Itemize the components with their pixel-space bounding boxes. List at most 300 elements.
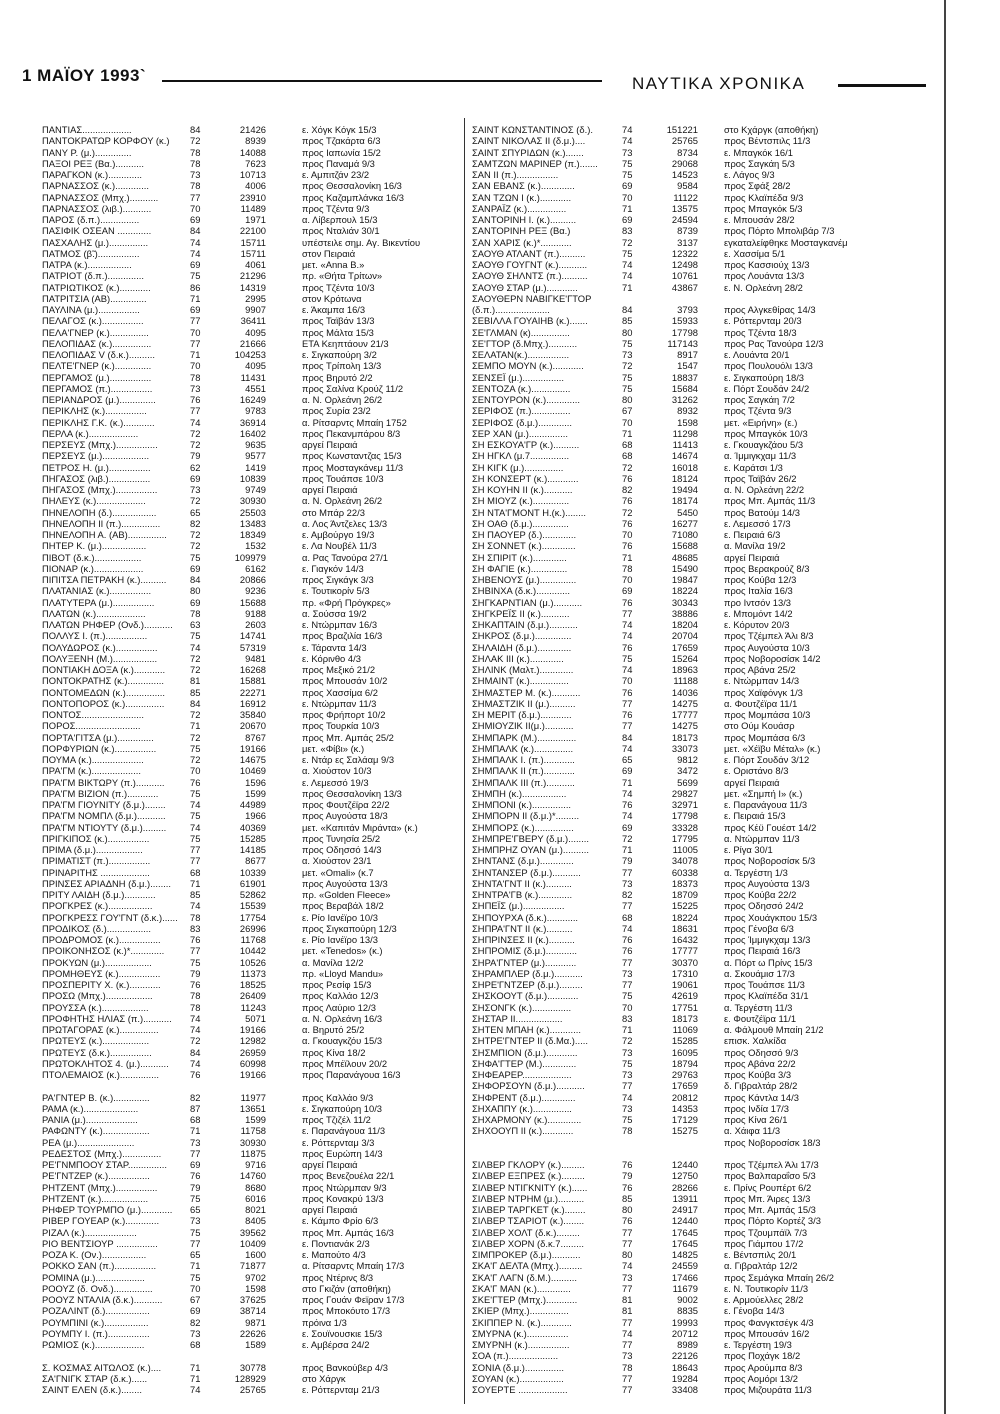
ship-year: 71 xyxy=(622,1024,633,1035)
ship-year: 82 xyxy=(190,1316,201,1328)
ship-year: 69 xyxy=(190,1305,201,1317)
ship-tons: 9702 xyxy=(245,1271,266,1283)
ship-status: ε. Γένοβα 14/3 xyxy=(724,1305,785,1317)
ship-name: ΣΗΛΑΙΔΗ (δ.μ.)............. xyxy=(472,641,572,653)
ship-status: α. Ν. Ορλεάνη 22/2 xyxy=(724,484,805,495)
ship-row xyxy=(42,484,462,495)
ship-status: προς Κούβα 3/3 xyxy=(724,1069,792,1080)
ship-tons: 15539 xyxy=(239,900,266,912)
ship-status: προς Γουάν Φεϊραν 17/3 xyxy=(302,1294,405,1305)
ship-tons: 22100 xyxy=(239,225,266,237)
ship-year: 76 xyxy=(622,709,633,720)
ship-name: ΠΕΡΙΑΝΔΡΟΣ (μ.).............. xyxy=(42,394,156,405)
ship-name: ΣΙΛΒΕΡ ΝΤΡΗΜ (μ.).......... xyxy=(472,1192,585,1204)
ship-tons: 14275 xyxy=(671,697,698,709)
ship-status: ε. Μπαγκόκ 16/1 xyxy=(724,146,793,158)
ship-year: 68 xyxy=(622,450,633,462)
ship-row xyxy=(42,642,462,653)
ship-name: ΣΗΜΠΑΡΚ (Μ.)............... xyxy=(472,731,577,743)
ship-row xyxy=(472,473,942,484)
ship-tons: 16018 xyxy=(671,461,698,473)
ship-tons: 19494 xyxy=(671,484,698,495)
ship-status: αργεί Πειραιά xyxy=(724,776,780,788)
ship-year: 71 xyxy=(622,776,633,788)
ship-tons: 15225 xyxy=(671,900,698,912)
ship-row xyxy=(472,507,942,518)
ship-name: ΣΑ'ΓΝΙΓΚ ΣΤΑΡ (δ.κ.)...... xyxy=(42,1372,148,1384)
ship-year: 74 xyxy=(622,124,633,135)
ship-year: 74 xyxy=(190,1384,201,1395)
ship-name: ΠΗΛΕΥΣ (κ.)................... xyxy=(42,495,146,507)
ship-year: 76 xyxy=(622,540,633,552)
ship-tons: 5450 xyxy=(677,506,698,518)
ship-row xyxy=(472,844,942,855)
ship-name: ΠΑΥΛΙΝΑ (μ.)................ xyxy=(42,304,140,315)
ship-name: ΠΛΑΤΩΝ (κ.)................... xyxy=(42,607,146,619)
ship-year: 71 xyxy=(190,1372,201,1384)
ship-row xyxy=(472,1170,942,1181)
ship-name: ΠΑΤΡΙΩΤΙΚΟΣ (κ.)............ xyxy=(42,281,151,293)
ship-tons: 11298 xyxy=(672,427,698,439)
ship-tons: 24917 xyxy=(671,1204,698,1215)
ship-status: ε. Πειραιά 15/3 xyxy=(724,810,786,822)
ship-tons: 24594 xyxy=(671,214,698,225)
ship-name: ΣΗΜΠΡΕ'ΓΒΕΡΥ (δ.μ.)........ xyxy=(472,832,589,844)
ship-status: α. Χιούστον 23/1 xyxy=(302,855,372,867)
ship-name: ΠΡΟΥΣΣΑ (κ.).................. xyxy=(42,1001,149,1013)
ship-status: ε. Αμβέρσα 24/2 xyxy=(302,1339,370,1350)
ship-year: 74 xyxy=(190,1057,201,1069)
ship-tons: 17659 xyxy=(671,1080,698,1092)
ship-row xyxy=(42,1204,462,1215)
ship-name: ΣΗ ΜΕΡΙΤ (δ.μ.)............ xyxy=(472,709,572,720)
ship-row xyxy=(472,225,942,236)
ship-status: ε. Πόρτ Σουδάν 3/12 xyxy=(724,754,810,765)
ship-name: ΣΗΜΠΟΡΝ ΙΙ (δ.μ.)*......... xyxy=(472,810,580,822)
ship-year: 73 xyxy=(622,349,633,360)
ship-status: προς Λαύριο 12/3 xyxy=(302,1001,376,1013)
ship-year: 75 xyxy=(190,810,201,822)
ship-name: ΡΙΟ ΒΕΝΤΣΙΟΥΡ ................ xyxy=(42,1237,158,1249)
ship-tons: 17659 xyxy=(671,641,698,653)
ship-name: ΠΑΡΟΣ (δ.π.)............... xyxy=(42,214,140,225)
ship-name: ΠΑΤΡΑ (κ.)................. xyxy=(42,259,132,270)
ship-row xyxy=(42,1013,462,1024)
ship-name: ΣΚΑ'Γ ΔΕΛΤΑ (Μπχ.)......... xyxy=(472,1260,583,1272)
ship-row xyxy=(472,990,942,1001)
ship-row xyxy=(42,1047,462,1058)
ship-row xyxy=(472,1339,942,1350)
ship-status: α. Τεργέστη 11/3 xyxy=(724,1001,793,1013)
ship-year: 71 xyxy=(190,1260,201,1272)
ship-name: ΣΕ'ΓΤΟΡ (δ.Μπχ.)........... xyxy=(472,337,578,349)
ship-row xyxy=(42,675,462,686)
ship-row xyxy=(42,473,462,484)
ship-tons: 1419 xyxy=(245,461,266,473)
ship-tons: 11122 xyxy=(673,191,698,203)
ship-status: α. Γιβραλτάρ 12/2 xyxy=(724,1260,798,1272)
ship-name: (δ.π.)..................... xyxy=(472,304,550,315)
ship-year: 72 xyxy=(622,236,633,248)
ship-row xyxy=(42,360,462,371)
ship-year: 75 xyxy=(190,630,201,642)
ship-name: ΡΟΜΙΝΑ (μ.)................... xyxy=(42,1271,145,1283)
ship-row xyxy=(42,1328,462,1339)
ship-name: ΡΕ'ΓΝΜΠΟΟΥ ΣΤΑΡ............... xyxy=(42,1159,167,1170)
ship-tons: 14036 xyxy=(671,686,698,698)
ship-row xyxy=(42,248,462,259)
ship-row xyxy=(42,1260,462,1271)
ship-name: ΣΙΛΒΕΡ ΤΣΑΡΙΟΤ (κ.)........ xyxy=(472,1215,585,1227)
ship-status: ε. Γιαγκόν 14/3 xyxy=(302,562,364,574)
ship-year: 77 xyxy=(622,1282,633,1294)
ship-row xyxy=(472,709,942,720)
ship-tons: 11188 xyxy=(673,675,698,687)
ship-tons: 35840 xyxy=(239,709,266,720)
ship-name: ΠΑΡΝΑΣΣΟΣ (λιβ.)........... xyxy=(42,202,152,214)
ship-status: ε. Ν. Τουτικορίν 11/3 xyxy=(724,1282,809,1294)
ship-status: α. Ντώρμπαν 11/3 xyxy=(724,832,800,844)
ship-status: ε. Οριστάνο 8/3 xyxy=(724,765,789,777)
ship-tons: 10526 xyxy=(239,956,266,968)
ship-status: α. Ίμμιγκχαμ 11/3 xyxy=(724,450,797,462)
ship-row xyxy=(42,630,462,641)
ship-status: προς Τζέντα 9/3 xyxy=(724,405,792,417)
ship-year: 81 xyxy=(190,675,201,687)
ship-row xyxy=(42,900,462,911)
ship-row xyxy=(42,293,462,304)
ship-row xyxy=(42,563,462,574)
ship-status: ε. Ρίο Ιανέϊρο 13/3 xyxy=(302,934,378,945)
ship-row xyxy=(472,1047,942,1058)
ship-row xyxy=(42,1103,462,1114)
ship-name: ΠΕΛΟΠΙΔΑΣ (κ.)............... xyxy=(42,337,152,349)
ship-row xyxy=(472,428,942,439)
ship-name: ΠΑΤΡΙΤΣΙΑ (ΑΒ).............. xyxy=(42,292,147,304)
ship-year: 76 xyxy=(622,686,633,698)
ship-status: προς Χαϊφόνγκ 1/3 xyxy=(724,686,803,698)
ship-name: Σ. ΚΟΣΜΑΣ ΑΙΤΩΛΟΣ (κ.).... xyxy=(42,1361,162,1373)
ship-tons: 17754 xyxy=(239,911,266,923)
ship-year: 76 xyxy=(622,641,633,653)
ship-row xyxy=(472,180,942,191)
ship-tons: 18643 xyxy=(671,1361,698,1373)
ship-status: ε. Ρόττερνταμ 3/3 xyxy=(302,1136,375,1148)
ship-tons: 11243 xyxy=(240,1001,266,1013)
ship-status: προς Κασσιούχ 13/3 xyxy=(724,259,810,270)
ship-year: 82 xyxy=(622,484,633,495)
ship-tons: 15285 xyxy=(671,1035,698,1047)
ship-name: ΠΟΝΤΟΠΟΡΟΣ (κ.)............... xyxy=(42,697,165,709)
ship-tons: 9783 xyxy=(245,405,266,417)
ship-year: 71 xyxy=(622,844,633,855)
ship-tons: 3472 xyxy=(677,765,698,777)
ship-name: ΣΗΜΑΣΤΖΙΚ ΙΙ (μ.).......... xyxy=(472,697,576,709)
ship-tons: 38886 xyxy=(671,607,698,619)
ship-status: προς Τζέντα 10/3 xyxy=(302,281,375,293)
ship-status: στον Πειραιά xyxy=(302,247,356,259)
ship-year: 69 xyxy=(622,821,633,833)
ship-row xyxy=(472,1317,942,1328)
ship-year: 72 xyxy=(190,664,201,675)
ship-name: ΣΗ ΚΙΓΚ (μ.)............... xyxy=(472,461,564,473)
ship-tons: 3137 xyxy=(677,236,698,248)
ship-status: στο Κχάργκ (αποθήκη) xyxy=(724,124,819,135)
ship-name: ΣΗΝΤΑ'ΓΝΤ ΙΙ (κ.).......... xyxy=(472,877,572,889)
ship-status: ε. Γκουαγκζάου 5/3 xyxy=(724,439,804,450)
ship-tons: 9577 xyxy=(245,450,266,462)
ship-status: ε. Τουτικορίν 5/3 xyxy=(302,585,370,597)
ship-row xyxy=(42,192,462,203)
ship-year: 76 xyxy=(622,596,633,608)
ship-name: ΠΕΡΙΚΛΗΣ (κ.)................ xyxy=(42,405,147,417)
ship-row xyxy=(472,450,942,461)
ship-year: 70 xyxy=(622,529,633,540)
ship-row xyxy=(42,1339,462,1350)
ship-row xyxy=(472,327,942,338)
ship-row xyxy=(472,1294,942,1305)
ship-row xyxy=(42,507,462,518)
ship-status: α. Σούσσα 19/2 xyxy=(302,607,367,619)
ship-row xyxy=(42,709,462,720)
ship-status: προς Αυγούστα 18/3 xyxy=(302,810,388,822)
ship-year: 77 xyxy=(190,191,201,203)
ship-name: ΣΚΑ'Γ ΜΑΝ (κ.)............. xyxy=(472,1282,571,1294)
ship-tons: 4551 xyxy=(245,382,266,394)
ship-year: 70 xyxy=(190,765,201,777)
ship-year: 72 xyxy=(190,540,201,552)
ship-tons: 1547 xyxy=(677,360,698,372)
ship-tons: 21426 xyxy=(239,124,266,135)
ship-status: προς Ταϊβάν 13/3 xyxy=(302,315,375,327)
ship-status: προς Τζέμπελ Άλι 8/3 xyxy=(724,630,814,642)
ship-row xyxy=(42,822,462,833)
ship-status: προς Βαλπαραΐσο 5/3 xyxy=(724,1170,816,1182)
ship-year: 84 xyxy=(190,1046,201,1058)
ship-tons: 13651 xyxy=(239,1102,266,1114)
ship-year: 68 xyxy=(622,911,633,923)
ship-year: 70 xyxy=(622,416,633,428)
ship-status: μετ. «Φίβι» (κ.) xyxy=(302,742,365,754)
ship-row xyxy=(472,552,942,563)
ship-name: ΠΟΛΥΔΩΡΟΣ (κ.)................ xyxy=(42,641,158,653)
ship-tons: 14319 xyxy=(239,281,266,293)
ship-status: προς Φανγκτσέγκ 4/3 xyxy=(724,1316,814,1328)
ship-row xyxy=(42,687,462,698)
ship-year: 74 xyxy=(190,641,201,653)
ship-year: 71 xyxy=(190,1125,201,1137)
ship-status: υπέστειλε σημ. Αγ. Βικεντίου xyxy=(302,236,421,248)
ship-name: ΡΑΦΩΝΤΥ (κ.).................. xyxy=(42,1125,150,1137)
ship-tons: 17645 xyxy=(671,1226,698,1238)
ship-status: προς Μπέϊλουν 20/2 xyxy=(302,1057,388,1069)
ship-status: προς Καζαμπλάνκα 16/3 xyxy=(302,191,404,203)
ship-year: 69 xyxy=(190,472,201,484)
ship-name: ΣΑΝΤΟΡΙΝΗ ΡΕΞ (Βα.) xyxy=(472,225,571,237)
ship-status: προς Αλγκεθίρας 14/3 xyxy=(724,304,816,315)
ship-row xyxy=(472,169,942,180)
ship-tons: 10409 xyxy=(239,1237,266,1249)
ship-row xyxy=(42,1137,462,1148)
ship-name: ΣΚΕ'ΓΤΕΡ (Μπχ.)............ xyxy=(472,1294,578,1305)
ship-name: ΣΑΝ ΧΑΡΙΣ (κ.)*............ xyxy=(472,236,572,248)
ship-row xyxy=(472,1024,942,1035)
ship-row xyxy=(42,923,462,934)
ship-year: 76 xyxy=(190,979,201,990)
ship-row xyxy=(42,1384,462,1395)
ship-status: προς Κάντλα 14/3 xyxy=(724,1091,799,1103)
ship-year: 86 xyxy=(190,281,201,293)
ship-tons: 42619 xyxy=(671,990,698,1002)
ship-name: ΣΗΜΠΑΛΚ Ι. (π.)............ xyxy=(472,754,575,765)
ship-name: ΠΑΡΝΑΣΣΟΣ (Μπχ.)........... xyxy=(42,191,159,203)
ship-tons: 10339 xyxy=(239,866,266,878)
ship-year: 72 xyxy=(622,832,633,844)
ship-status: ε. Λα Νουβέλ 11/3 xyxy=(302,540,377,552)
ship-name: ΠΡΟΔΙΚΟΣ (δ.)................. xyxy=(42,922,151,934)
ship-name: ΣΗΦΑ'ΓΤΕΡ (Μ.)............. xyxy=(472,1057,577,1069)
ship-name: ΣΗΠΡΑ'ΓΝΤ ΙΙ (κ.).......... xyxy=(472,922,573,934)
ship-year: 74 xyxy=(190,821,201,833)
ship-row xyxy=(42,1024,462,1035)
ship-tons: 20866 xyxy=(239,574,266,585)
ship-tons: 14741 xyxy=(239,630,266,642)
ship-status: α. Ρας Τανούρα 27/1 xyxy=(302,551,389,563)
ship-tons: 9584 xyxy=(677,180,698,192)
ship-name: ΠΕΡΓΑΜΟΣ (μ.)................ xyxy=(42,371,152,383)
ship-status: προς Ιταλία 16/3 xyxy=(724,585,793,597)
ship-status: προς Σαγκάη 5/3 xyxy=(724,157,795,169)
ship-name: ΣΗΒΕΝΟΥΣ (μ.).............. xyxy=(472,574,577,585)
ship-tons: 19166 xyxy=(239,1024,266,1035)
ship-year: 69 xyxy=(190,596,201,608)
ship-year: 74 xyxy=(622,270,633,282)
ship-name: ΣΚΙΕΡ (Μπχ.)............... xyxy=(472,1305,569,1317)
ship-year: 76 xyxy=(622,934,633,945)
ship-row xyxy=(42,732,462,743)
ship-tons: 17751 xyxy=(671,1001,698,1013)
ship-name: ΣΑΙΝΤ ΚΩΝΣΤΑΝΤΙΝΟΣ (δ.). xyxy=(472,124,593,135)
column-divider xyxy=(464,118,465,1404)
ship-status: προς Μάλτα 15/3 xyxy=(302,326,374,338)
ship-year: 77 xyxy=(622,1237,633,1249)
ship-status: προς Παρανάγουα 16/3 xyxy=(302,1069,401,1080)
ship-name: ΣΗ ΚΟΥΗΝ ΙΙ (κ.)........... xyxy=(472,484,573,495)
ship-row xyxy=(42,777,462,788)
ship-name: ΣΗΠΕΪΣ (μ.)................ xyxy=(472,900,565,912)
ship-row xyxy=(42,124,462,135)
ship-tons: 18373 xyxy=(671,877,698,889)
ship-tons: 14674 xyxy=(671,450,698,462)
ship-row xyxy=(42,574,462,585)
ship-status: ε. Ντώρμπαν 11/3 xyxy=(302,697,377,709)
ship-tons: 18173 xyxy=(671,731,698,743)
ship-status: προς Ταϊβάν 26/2 xyxy=(724,472,797,484)
ship-year: 78 xyxy=(190,911,201,923)
ship-year: 78 xyxy=(190,1001,201,1013)
ship-year: 82 xyxy=(190,1091,201,1103)
ship-year: 78 xyxy=(622,1125,633,1137)
ship-year: 72 xyxy=(190,652,201,664)
ship-year: 69 xyxy=(622,765,633,777)
ship-status: α. Ν. Ορλεάνη 16/3 xyxy=(302,1012,383,1024)
ship-tons: 17645 xyxy=(671,1237,698,1249)
ship-status: προς Ιαπωνία 15/2 xyxy=(302,146,381,158)
ship-row xyxy=(472,1092,942,1103)
ship-tons: 4095 xyxy=(245,360,266,372)
ship-tons: 8939 xyxy=(245,135,266,147)
ship-row xyxy=(42,1350,462,1373)
ship-year: 70 xyxy=(190,326,201,338)
ship-tons: 6016 xyxy=(245,1192,266,1204)
ship-tons: 13575 xyxy=(671,202,698,214)
ship-tons: 44989 xyxy=(239,799,266,810)
ship-year: 74 xyxy=(190,1024,201,1035)
ship-row xyxy=(472,1373,942,1384)
ship-tons: 4095 xyxy=(245,326,266,338)
ship-name: ΠΡΟΣΠΕΡΙΤΥ Χ. (κ.)............ xyxy=(42,979,161,990)
ship-row xyxy=(472,900,942,911)
ship-year: 73 xyxy=(622,1102,633,1114)
ship-row xyxy=(472,585,942,596)
ship-row xyxy=(472,1080,942,1091)
ship-year: 70 xyxy=(622,1001,633,1013)
ship-tons: 22126 xyxy=(671,1350,698,1362)
ship-year: 73 xyxy=(190,382,201,394)
ship-tons: 30778 xyxy=(239,1361,266,1373)
ship-year: 74 xyxy=(190,1012,201,1024)
ship-name: ΣΗΝΤΑΝΣ (δ.μ.)............. xyxy=(472,855,574,867)
ship-tons: 29827 xyxy=(671,787,698,799)
ship-year: 73 xyxy=(622,967,633,979)
ship-status: προς Ίμμιγκχαμ 13/3 xyxy=(724,934,811,945)
ship-year: 77 xyxy=(622,1316,633,1328)
ship-name: ΣΗΜΠΟΝΙ (κ.)............... xyxy=(472,799,572,810)
ship-tons: 12750 xyxy=(671,1170,698,1182)
ship-status: ε. Λεμεσσό 17/3 xyxy=(724,517,791,529)
ship-row xyxy=(42,810,462,821)
ship-year: 67 xyxy=(622,405,633,417)
ship-name: ΣΗΣΟΝΓΚ (κ.)............... xyxy=(472,1001,572,1013)
ship-tons: 9716 xyxy=(245,1159,266,1170)
ship-name: ΣΗΜΠΟΡΣ (κ.)............... xyxy=(472,821,574,833)
ship-tons: 10469 xyxy=(239,765,266,777)
ship-status: πρ. «Φρή Πρόγκρες» xyxy=(302,596,391,608)
ship-row xyxy=(472,743,942,754)
ship-row xyxy=(42,990,462,1001)
ship-name: ΣΗΡΕ'ΓΝΤΖΕΡ (δ.μ.)......... xyxy=(472,979,583,990)
ship-row xyxy=(472,653,942,664)
ship-year: 75 xyxy=(622,652,633,664)
ship-year: 76 xyxy=(622,1181,633,1193)
ship-name: ΠΡΟΓΚΡΕΣ (κ.)................. xyxy=(42,900,153,912)
ship-year: 70 xyxy=(622,574,633,585)
ship-row xyxy=(472,1328,942,1339)
ship-name: ΠΟΝΤΟΜΕΔΩΝ (κ.)............... xyxy=(42,686,165,698)
ship-row xyxy=(472,192,942,203)
ship-year: 72 xyxy=(190,529,201,540)
ship-tons: 24559 xyxy=(671,1260,698,1272)
ship-name: ΠΡΑ'ΓΜ ΒΙΖΙΟΝ (π.)............ xyxy=(42,787,159,799)
ship-status: προς Βραζιλία 16/3 xyxy=(302,630,383,642)
ship-row xyxy=(472,642,942,653)
ship-status: ε. Ντώρμπαν 14/3 xyxy=(724,675,800,687)
ship-year: 77 xyxy=(190,844,201,855)
ship-name: ΠΑΤΡΙΟΤ (δ.π.).............. xyxy=(42,270,144,282)
ship-year: 75 xyxy=(622,157,633,169)
ship-status: προς Σεμάγκα Μπαίη 26/2 xyxy=(724,1271,834,1283)
ship-name: ΣΑΜΤΖΩΝ ΜΑΡΙΝΕΡ (π.)....... xyxy=(472,157,598,169)
